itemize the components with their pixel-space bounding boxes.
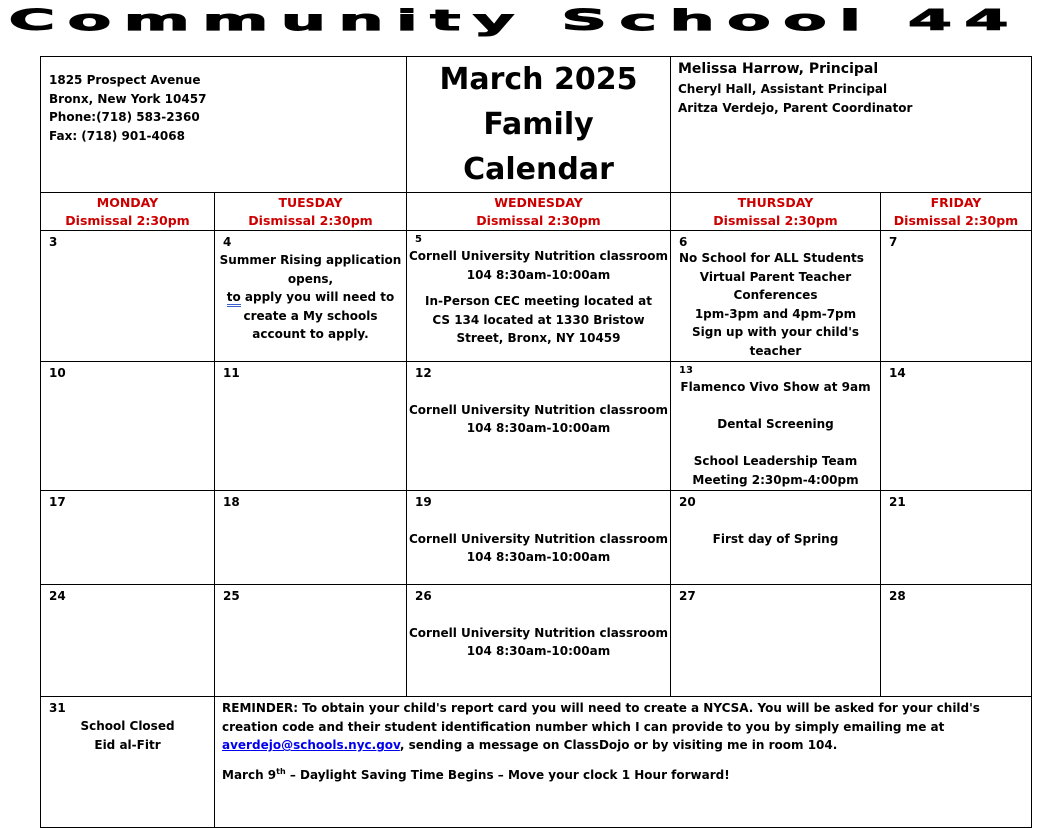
calendar-month: March 2025 bbox=[439, 62, 638, 97]
school-address bbox=[41, 57, 407, 193]
staff-parent-coordinator: Aritza Verdejo, Parent Coordinator bbox=[678, 101, 913, 115]
event-text: Conferences bbox=[733, 288, 818, 303]
dismissal-note: Dismissal 2:30pm bbox=[713, 213, 838, 228]
weekday-tuesday bbox=[215, 193, 407, 231]
date-number: 17 bbox=[49, 495, 66, 509]
spacer bbox=[671, 434, 880, 453]
reminder-line: REMINDER: To obtain your child's report card you will need to create a NYCSA. You will be asked for your child's bbox=[222, 701, 980, 715]
day-cell-31 bbox=[41, 697, 215, 828]
spacer bbox=[407, 382, 670, 401]
event-text: Dental Screening bbox=[717, 417, 834, 432]
day-cell-7 bbox=[881, 231, 1032, 362]
spacer bbox=[407, 511, 670, 530]
dst-date: March 9 bbox=[222, 767, 277, 782]
date-number: 21 bbox=[889, 495, 906, 509]
date-number: 25 bbox=[223, 589, 240, 603]
week-row bbox=[41, 231, 1032, 362]
day-cell-13 bbox=[671, 362, 881, 491]
address-city: Bronx, New York 10457 bbox=[49, 91, 207, 106]
day-cell-26 bbox=[407, 585, 671, 697]
event-text: 104 8:30am-10:00am bbox=[466, 644, 611, 659]
address-phone: Phone:(718) 583-2360 bbox=[49, 110, 200, 124]
weekday-friday bbox=[881, 193, 1032, 231]
weekday-label: MONDAY bbox=[96, 195, 159, 210]
reminder-line-rest: , sending a message on ClassDojo or by visiting me in room 104. bbox=[399, 738, 838, 753]
event-text: Street, Bronx, NY 10459 bbox=[456, 331, 621, 346]
weekday-header-row bbox=[41, 193, 1032, 231]
date-number: 27 bbox=[679, 589, 696, 603]
date-number: 26 bbox=[415, 589, 432, 603]
day-cell-4 bbox=[215, 231, 407, 362]
day-cell-18 bbox=[215, 491, 407, 585]
event-text: In-Person CEC meeting located at bbox=[425, 294, 652, 309]
day-cell-21 bbox=[881, 491, 1032, 585]
calendar-title bbox=[407, 57, 671, 193]
event-text: Summer Rising application bbox=[219, 253, 402, 267]
event-text: opens, bbox=[287, 271, 334, 286]
day-cell-28 bbox=[881, 585, 1032, 697]
spacer bbox=[407, 284, 670, 292]
day-cell-6 bbox=[671, 231, 881, 362]
dismissal-note: Dismissal 2:30pm bbox=[248, 213, 373, 228]
day-cell-25 bbox=[215, 585, 407, 697]
week-row bbox=[41, 491, 1032, 585]
email-link[interactable]: averdejo@schools.nyc.gov bbox=[222, 738, 400, 753]
final-row bbox=[41, 697, 1032, 828]
event-text: Cornell University Nutrition classroom bbox=[408, 625, 668, 640]
date-number: 24 bbox=[49, 589, 66, 603]
day-cell-27 bbox=[671, 585, 881, 697]
date-number: 31 bbox=[49, 701, 66, 715]
calendar-table bbox=[40, 56, 1032, 828]
event-text: teacher bbox=[749, 343, 802, 358]
event-text: Virtual Parent Teacher bbox=[699, 269, 852, 284]
day-cell-17 bbox=[41, 491, 215, 585]
day-cell-10 bbox=[41, 362, 215, 491]
event-text: School Closed bbox=[80, 719, 175, 733]
dst-text: – Daylight Saving Time Begins – Move your clock 1 Hour forward! bbox=[285, 767, 730, 782]
dst-notice bbox=[222, 766, 1031, 785]
date-number: 7 bbox=[889, 235, 898, 249]
reminder-line bbox=[222, 736, 1031, 755]
date-number: 4 bbox=[223, 235, 232, 249]
date-number: 11 bbox=[223, 366, 240, 380]
event-text: Cornell University Nutrition classroom bbox=[408, 249, 668, 263]
event-text: 104 8:30am-10:00am bbox=[466, 550, 611, 565]
reminder-line: creation code and their student identification number which I can provide to you by simply emailing me at bbox=[222, 719, 945, 734]
event-text: No School for ALL Students bbox=[679, 251, 864, 265]
event-text: Flamenco Vivo Show at 9am bbox=[680, 380, 871, 394]
header-row bbox=[41, 57, 1032, 193]
date-number: 14 bbox=[889, 366, 906, 380]
weekday-label: WEDNESDAY bbox=[494, 195, 583, 210]
event-text: First day of Spring bbox=[712, 531, 839, 546]
event-text: account to apply. bbox=[252, 327, 369, 342]
dismissal-note: Dismissal 2:30pm bbox=[893, 213, 1019, 228]
date-number: 6 bbox=[679, 235, 688, 249]
event-text: Sign up with your child's bbox=[691, 325, 860, 340]
date-number: 28 bbox=[889, 589, 906, 603]
weekday-wednesday bbox=[407, 193, 671, 231]
staff-principal: Melissa Harrow, Principal bbox=[678, 61, 879, 77]
event-text: 104 8:30am-10:00am bbox=[466, 267, 611, 282]
dismissal-note: Dismissal 2:30pm bbox=[65, 213, 190, 228]
event-text: Cornell University Nutrition classroom bbox=[408, 531, 668, 546]
day-cell-19 bbox=[407, 491, 671, 585]
date-number: 5 bbox=[415, 234, 422, 245]
week-row bbox=[41, 362, 1032, 491]
day-cell-20 bbox=[671, 491, 881, 585]
day-cell-14 bbox=[881, 362, 1032, 491]
weekday-label: THURSDAY bbox=[737, 195, 814, 210]
event-text-rest: apply you will need to bbox=[240, 290, 395, 305]
date-number: 19 bbox=[415, 495, 432, 509]
weekday-label: FRIDAY bbox=[930, 195, 982, 210]
event-text: School Leadership Team bbox=[693, 454, 858, 469]
day-cell-5 bbox=[407, 231, 671, 362]
school-name: Community School 44 bbox=[8, 3, 1022, 37]
reminder-box bbox=[215, 697, 1032, 828]
date-number: 3 bbox=[49, 235, 58, 249]
school-banner bbox=[8, 3, 1022, 56]
event-text: 104 8:30am-10:00am bbox=[466, 421, 611, 436]
date-number: 20 bbox=[679, 495, 696, 509]
spacer bbox=[222, 755, 1031, 766]
day-cell-3 bbox=[41, 231, 215, 362]
address-fax: Fax: (718) 901-4068 bbox=[49, 128, 185, 143]
date-number: 13 bbox=[679, 365, 693, 376]
event-text bbox=[215, 288, 406, 307]
event-text: 1pm-3pm and 4pm-7pm bbox=[694, 306, 857, 321]
event-text: Cornell University Nutrition classroom bbox=[408, 402, 668, 417]
week-row bbox=[41, 585, 1032, 697]
weekday-thursday bbox=[671, 193, 881, 231]
date-number: 10 bbox=[49, 366, 66, 380]
day-cell-12 bbox=[407, 362, 671, 491]
date-number: 18 bbox=[223, 495, 240, 509]
staff-list bbox=[671, 57, 1032, 193]
day-cell-11 bbox=[215, 362, 407, 491]
event-text: Eid al-Fitr bbox=[94, 737, 161, 752]
dismissal-note: Dismissal 2:30pm bbox=[476, 213, 601, 228]
dst-date-suffix: th bbox=[276, 766, 286, 776]
spacer bbox=[671, 511, 880, 530]
day-cell-24 bbox=[41, 585, 215, 697]
date-number: 12 bbox=[415, 366, 432, 380]
event-text: create a My schools bbox=[243, 308, 378, 323]
spacer bbox=[671, 397, 880, 416]
weekday-label: TUESDAY bbox=[278, 195, 343, 210]
calendar-subtitle: Family Calendar bbox=[463, 107, 614, 187]
spellcheck-underlined-word: to bbox=[227, 290, 241, 307]
event-text: CS 134 located at 1330 Bristow bbox=[432, 312, 645, 327]
address-street: 1825 Prospect Avenue bbox=[49, 73, 201, 87]
staff-assistant-principal: Cheryl Hall, Assistant Principal bbox=[678, 82, 888, 96]
spacer bbox=[407, 605, 670, 624]
event-text: Meeting 2:30pm-4:00pm bbox=[692, 472, 859, 487]
weekday-monday bbox=[41, 193, 215, 231]
